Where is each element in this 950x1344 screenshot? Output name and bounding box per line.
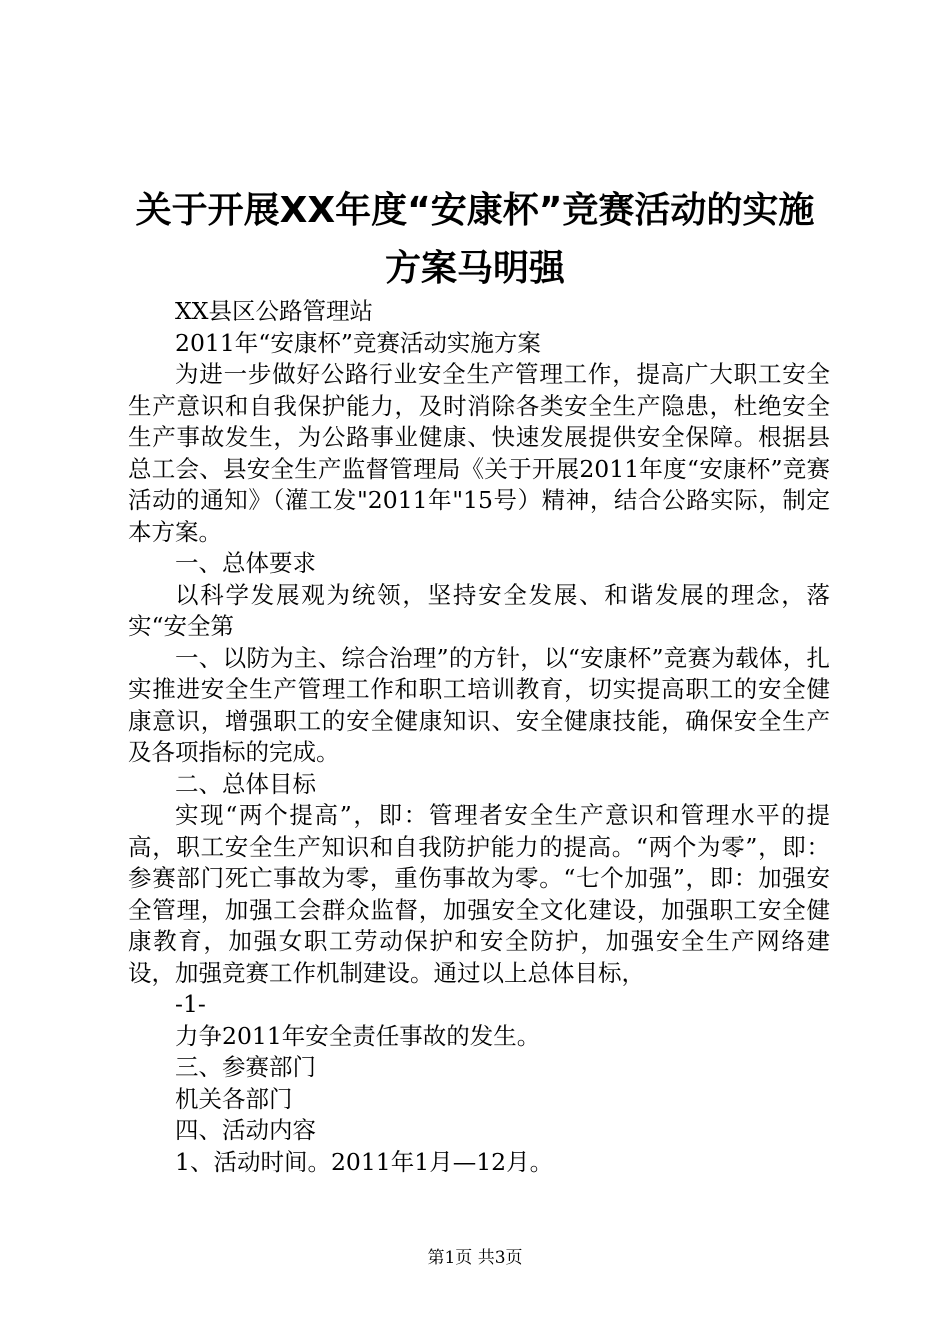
requirements-paragraph-2: 一、以防为主、综合治理”的方针，以“安康杯”竞赛为载体，扎实推进安全生产管理工作和职工培训教育，切实提高职工的安全健康意识，增强职工的安全健康知识、安全健康技能，确保安全生产及各项指标的完成。 bbox=[128, 643, 830, 766]
section-heading-2: 二、总体目标 bbox=[175, 769, 316, 798]
page-footer: 第1页 共3页 bbox=[427, 1248, 523, 1268]
requirements-paragraph-1: 以科学发展观为统领，坚持安全发展、和谐发展的理念，落实“安全第 bbox=[128, 580, 830, 640]
plan-subtitle: 2011年“安康杯”竞赛活动实施方案 bbox=[175, 328, 541, 357]
activity-time-item: 1、活动时间。2011年1月—12月。 bbox=[175, 1147, 554, 1176]
goals-continuation: 力争2011年安全责任事故的发生。 bbox=[175, 1021, 541, 1050]
inline-page-marker: -1- bbox=[175, 990, 206, 1018]
document-body bbox=[128, 296, 830, 1178]
intro-paragraph: 为进一步做好公路行业安全生产管理工作，提高广大职工安全生产意识和自我保护能力，及时消除各类安全生产隐患，杜绝安全生产事故发生，为公路事业健康、快速发展提供安全保障。根据县总工会、县安全生产监督管理局《关于开展2011年度“安康杯”竞赛活动的通知》（灌工发"2011年"15号）精神，结合公路实际，制定本方案。 bbox=[128, 360, 830, 546]
org-name: XX县区公路管理站 bbox=[175, 297, 373, 325]
title-line-1: 关于开展XX年度“安康杯”竞赛活动的实施 bbox=[135, 190, 815, 231]
section-heading-4: 四、活动内容 bbox=[175, 1116, 316, 1144]
goals-paragraph: 实现“两个提高”，即：管理者安全生产意识和管理水平的提高，职工安全生产知识和自我防护能力的提高。“两个为零”，即：参赛部门死亡事故为零，重伤事故为零。“七个加强”，即：加强安全管理，加强工会群众监督，加强安全文化建设，加强职工安全健康教育，加强女职工劳动保护和安全防护，加强安全生产网络建设，加强竞赛工作机制建设。通过以上总体目标， bbox=[128, 801, 830, 987]
section-heading-1: 一、总体要求 bbox=[175, 549, 316, 577]
document-title bbox=[110, 182, 840, 298]
title-line-2: 方案马明强 bbox=[384, 248, 565, 289]
section-heading-3: 三、参赛部门 bbox=[175, 1053, 316, 1081]
participants-paragraph: 机关各部门 bbox=[175, 1084, 293, 1113]
